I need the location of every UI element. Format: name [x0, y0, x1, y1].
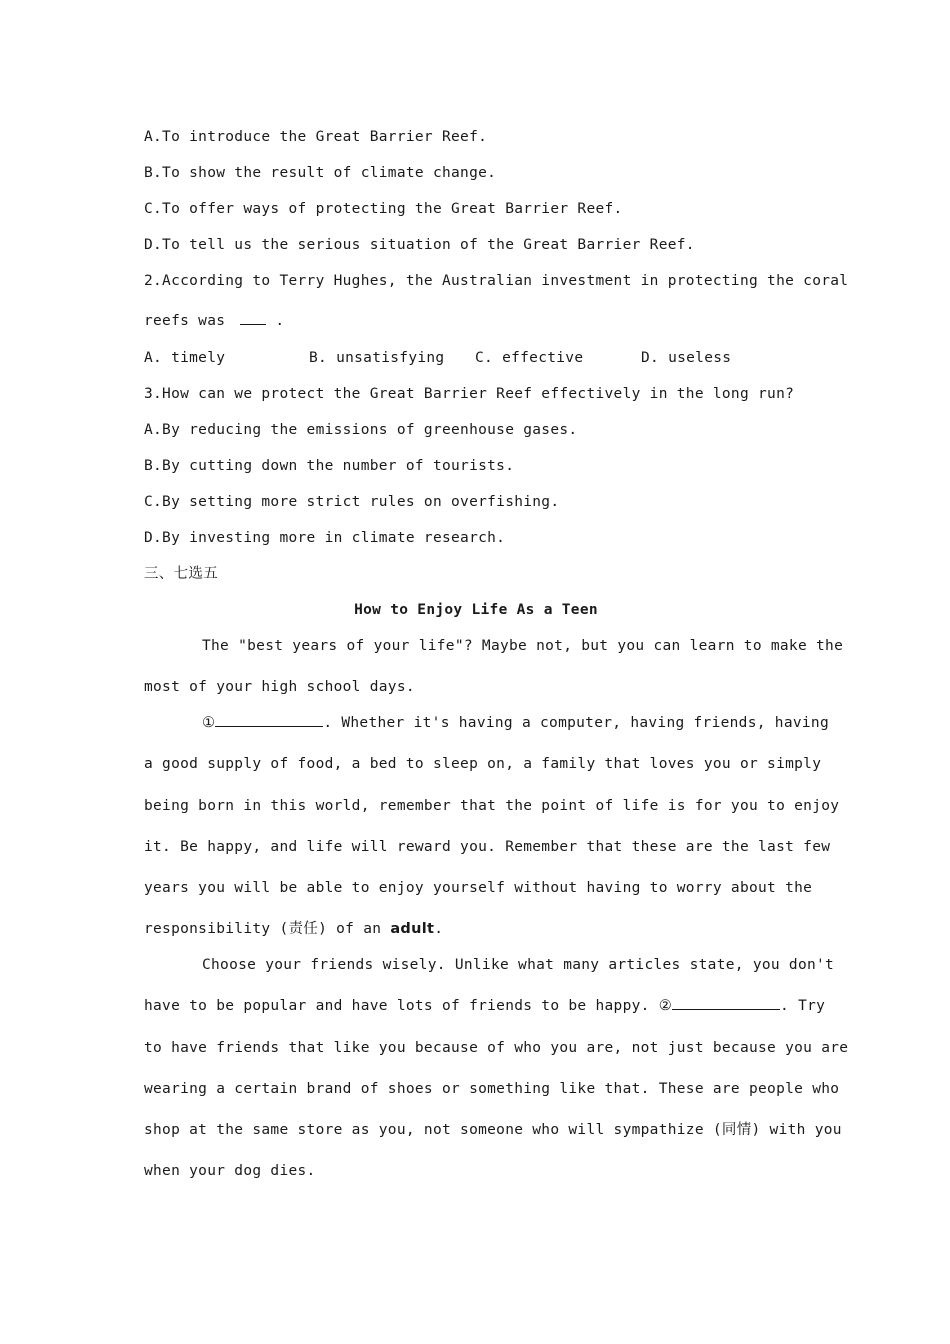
p3-line1: Choose your friends wisely. Unlike what many articles state, you don't — [202, 957, 835, 974]
p2-line1 — [144, 710, 829, 751]
bold-word-adult: adult — [390, 921, 435, 938]
q3-stem: 3.How can we protect the Great Barrier Reef effectively in the long run? — [144, 386, 795, 402]
q3-option-b: B.By cutting down the number of tourists. — [144, 458, 515, 474]
p2-line3: being born in this world, remember that the point of life is for you to enjoy — [144, 797, 840, 814]
q1-option-d: D.To tell us the serious situation of the Great Barrier Reef. — [144, 237, 695, 253]
p2-line4: it. Be happy, and life will reward you. Remember that these are the last few — [144, 838, 831, 855]
q2-options — [144, 345, 804, 381]
p3-line4: wearing a certain brand of shoes or something like that. These are people who — [144, 1080, 840, 1097]
p2-line2: a good supply of food, a bed to sleep on, a family that loves you or simply — [144, 756, 822, 773]
blank-2-field[interactable] — [672, 993, 780, 1010]
p2-line6 — [144, 916, 804, 952]
p3-line5: shop at the same store as you, not someone who will sympathize (同情) with you — [144, 1121, 842, 1138]
p2-line5: years you will be able to enjoy yourself without having to worry about the — [144, 879, 813, 896]
q3-option-c: C.By setting more strict rules on overfishing. — [144, 494, 560, 510]
p2-line6-end: . — [434, 921, 444, 938]
p1-line2: most of your high school days. — [144, 679, 415, 696]
q1-option-b: B.To show the result of climate change. — [144, 165, 497, 181]
q2-answer-blank[interactable] — [240, 308, 266, 325]
q2-option-d: D. useless — [641, 350, 732, 366]
p3-line3: to have friends that like you because of who you are, not just because you are — [144, 1039, 849, 1056]
q1-option-c: C.To offer ways of protecting the Great Barrier Reef. — [144, 201, 623, 217]
p1-line1: The "best years of your life"? Maybe not, but you can learn to make the — [202, 638, 844, 654]
q2-stem-line2 — [144, 304, 804, 345]
q3-option-d: D.By investing more in climate research. — [144, 530, 506, 546]
q1-option-a: A.To introduce the Great Barrier Reef. — [144, 129, 488, 145]
q2-option-b: B. unsatisfying — [309, 350, 445, 366]
q2-option-c: C. effective — [475, 350, 584, 366]
p3-line6: when your dog dies. — [144, 1163, 316, 1180]
p3-line2-text: have to be popular and have lots of friends to be happy. — [144, 998, 650, 1015]
q2-option-a: A. timely — [144, 350, 226, 366]
blank-1-field[interactable] — [215, 710, 323, 727]
q3-option-a: A.By reducing the emissions of greenhouse gases. — [144, 422, 578, 438]
blank-2-marker: ② — [658, 998, 673, 1015]
blank-1-marker: ① — [202, 715, 216, 732]
section-heading: 三、七选五 — [144, 566, 218, 582]
p3-line2 — [144, 993, 826, 1034]
document-page — [144, 124, 849, 1199]
p2-line1-text: . Whether it's having a computer, having friends, having — [323, 715, 829, 732]
article-title: How to Enjoy Life As a Teen — [354, 602, 598, 618]
q2-stem-text: reefs was — [144, 313, 226, 329]
q2-stem-end: . — [275, 313, 285, 329]
p3-line2-end: . Try — [780, 998, 826, 1015]
p2-line6-text: responsibility (责任) of an — [144, 921, 382, 938]
q2-stem-line1: 2.According to Terry Hughes, the Australian investment in protecting the coral — [144, 273, 849, 289]
